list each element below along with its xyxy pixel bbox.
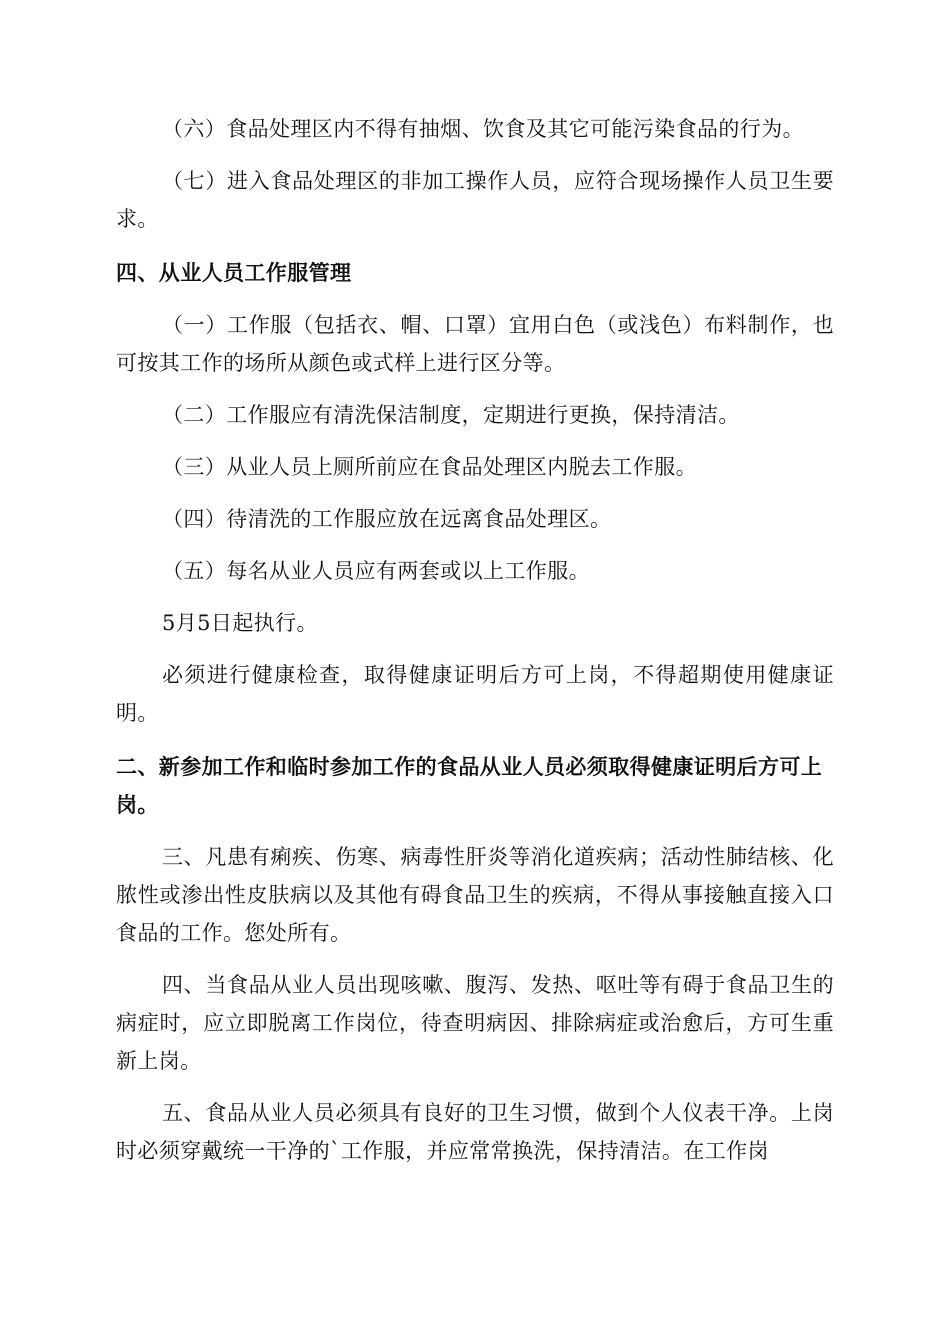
- paragraph-uniform-4: （四）待清洗的工作服应放在远离食品处理区。: [162, 507, 612, 531]
- paragraph-diseases: 三、凡患有痢疾、伤寒、病毒性肝炎等消化道疾病；活动性肺结核、化脓性或渗出性皮肤病以及其他有碍食品卫生的疾病，不得从事接触直接入口食品的工作。您处所有。: [116, 845, 834, 945]
- paragraph-uniform-1: （一）工作服（包括衣、帽、口罩）宜用白色（或浅色）布料制作，也可按其工作的场所从颜色或式样上进行区分等。: [116, 313, 834, 375]
- paragraph-uniform-3: （三）从业人员上厕所前应在食品处理区内脱去工作服。: [162, 455, 697, 479]
- section-heading-uniform-management: 四、从业人员工作服管理: [116, 261, 352, 285]
- paragraph-health-check: 必须进行健康检查，取得健康证明后方可上岗，不得超期使用健康证明。: [116, 663, 834, 725]
- paragraph-6-no-smoking: （六）食品处理区内不得有抽烟、饮食及其它可能污染食品的行为。: [162, 117, 804, 141]
- document-page: [116, 110, 834, 1170]
- paragraph-uniform-2: （二）工作服应有清洗保洁制度，定期进行更换，保持清洁。: [162, 403, 740, 427]
- paragraph-symptoms: 四、当食品从业人员出现咳嗽、腹泻、发热、呕吐等有碍于食品卫生的病症时，应立即脱离工作岗位，待查明病因、排除病症或治愈后，方可生重新上岗。: [116, 973, 834, 1073]
- section-heading-new-staff: 二、新参加工作和临时参加工作的食品从业人员必须取得健康证明后方可上岗。: [116, 755, 823, 817]
- paragraph-effective-date: 5月5日起执行。: [162, 611, 318, 635]
- paragraph-hygiene-habits: 五、食品从业人员必须具有良好的卫生习惯，做到个人仪表干净。上岗时必须穿戴统一干净的`工作服，并应常常换洗，保持清洁。在工作岗: [116, 1101, 834, 1163]
- paragraph-uniform-5: （五）每名从业人员应有两套或以上工作服。: [162, 559, 590, 583]
- paragraph-7-non-operators: （七）进入食品处理区的非加工操作人员，应符合现场操作人员卫生要求。: [116, 169, 834, 231]
